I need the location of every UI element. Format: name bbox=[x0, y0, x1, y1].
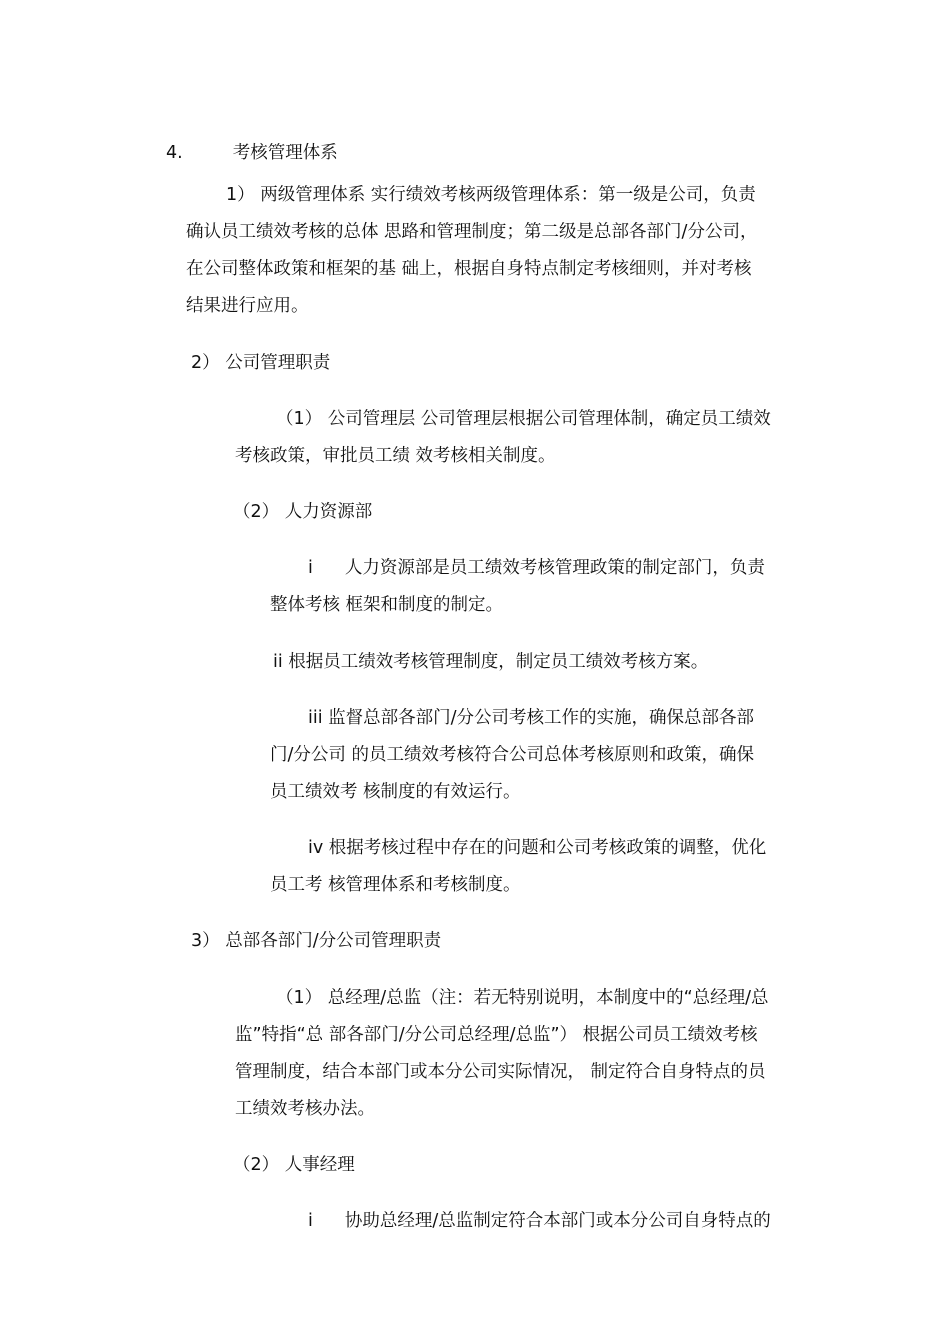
point-marker: i bbox=[308, 1211, 313, 1231]
section-title: 考核管理体系 bbox=[232, 143, 338, 163]
paragraph-line: 员工考 核管理体系和考核制度。 bbox=[270, 875, 521, 895]
point-marker: i bbox=[308, 558, 313, 578]
paragraph-line: 监”特指“总 部各部门/分公司总经理/总监”） 根据公司员工绩效考核 bbox=[235, 1025, 758, 1045]
section-heading bbox=[166, 141, 338, 165]
paragraph-line: 员工绩效考 核制度的有效运行。 bbox=[270, 782, 521, 802]
section-number: 4. bbox=[166, 143, 183, 163]
sub-item-heading: （2） 人力资源部 bbox=[233, 502, 373, 522]
point-text: 人力资源部是员工绩效考核管理政策的制定部门，负责 bbox=[344, 558, 765, 578]
sub-item-heading: （2） 人事经理 bbox=[233, 1155, 355, 1175]
paragraph-line: 1） 两级管理体系 实行绩效考核两级管理体系：第一级是公司，负责 bbox=[226, 185, 756, 205]
subsection-heading: 2） 公司管理职责 bbox=[191, 353, 331, 373]
paragraph-line: 门/分公司 的员工绩效考核符合公司总体考核原则和政策，确保 bbox=[270, 745, 754, 765]
paragraph-line: ii 根据员工绩效考核管理制度，制定员工绩效考核方案。 bbox=[273, 652, 709, 672]
paragraph-line: 工绩效考核办法。 bbox=[235, 1099, 375, 1119]
paragraph-line: iv 根据考核过程中存在的问题和公司考核政策的调整，优化 bbox=[308, 838, 767, 858]
paragraph-line: 考核政策，审批员工绩 效考核相关制度。 bbox=[235, 446, 556, 466]
paragraph-line: 确认员工绩效考核的总体 思路和管理制度；第二级是总部各部门/分公司， bbox=[186, 222, 758, 242]
paragraph-line bbox=[308, 556, 765, 580]
paragraph-line: （1） 公司管理层 公司管理层根据公司管理体制，确定员工绩效 bbox=[276, 409, 771, 429]
paragraph-line bbox=[308, 1209, 771, 1233]
paragraph-line: iii 监督总部各部门/分公司考核工作的实施，确保总部各部 bbox=[308, 708, 755, 728]
paragraph-line: 整体考核 框架和制度的制定。 bbox=[270, 595, 504, 615]
subsection-heading: 3） 总部各部门/分公司管理职责 bbox=[191, 931, 442, 951]
point-text: 协助总经理/总监制定符合本部门或本分公司自身特点的 bbox=[344, 1211, 771, 1231]
paragraph-line: 管理制度，结合本部门或本分公司实际情况， 制定符合自身特点的员 bbox=[235, 1062, 766, 1082]
paragraph-line: 在公司整体政策和框架的基 础上，根据自身特点制定考核细则，并对考核 bbox=[186, 259, 752, 279]
paragraph-line: （1） 总经理/总监（注：若无特别说明，本制度中的“总经理/总 bbox=[276, 988, 769, 1008]
paragraph-line: 结果进行应用。 bbox=[186, 296, 309, 316]
